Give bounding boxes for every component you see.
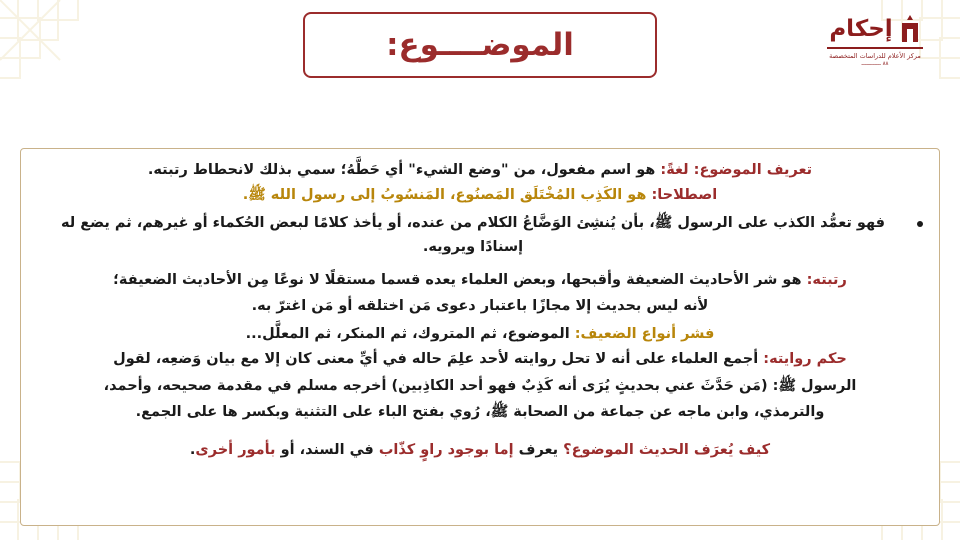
definition-label: تعريف الموضوع: لغةً: [660,162,813,178]
ruling-line-3 [37,401,923,424]
definition-text: هو اسم مفعول، من "وضع الشيء" أي حَطَّهُ؛ سمي بذلك لانحطاط رتبته. [147,162,661,178]
types-line [37,323,923,346]
rank-line-1 [37,269,923,292]
logo-word: إحكام [829,15,893,42]
ruling-text-2: الرسول ﷺ: (مَن حَدَّثَ عني بحديثٍ يُرَى أنه كَذِبٌ فهو أحد الكاذِبين) أخرجه مسلم في مقدمة صحيحه، وأحمد، [103,377,857,394]
howto-end: . [189,441,196,458]
brand-logo [816,14,934,67]
howto-line [37,439,923,462]
types-label: فشر أنواع الضعيف: [574,326,715,343]
rank-line-2 [37,295,923,318]
technical-definition-label: اصطلاحا: [651,187,718,204]
logo-subtitle: مركز الأعلام للدراسات المتخصصة [829,52,921,60]
howto-emphasis-2: بأمور أخرى [195,441,276,458]
slide-header [0,0,960,108]
howto-mid-text: في السند، أو [275,441,379,458]
explanation-bullet-text: فهو تعمُّد الكذب على الرسول ﷺ، بأن يُنشِئ الوَضَّاعُ الكلام من عنده، أو يأخذ كلامًا لبعض الحُكماء أو غيرهم، ثم يضع له إسنادًا ويرويه. [60,215,886,255]
bullet-dot-icon [917,221,923,227]
definition-line [37,159,923,182]
rank-label: رتبته: [806,271,847,288]
rank-text-1: هو شر الأحاديث الضعيفة وأقبحها، وبعض العلماء يعده قسما مستقلًا لا نوعًا مِن الأحاديث الضعيفة؛ [113,271,807,288]
ruling-text-3: والترمذي، وابن ماجه عن جماعة من الصحابة ﷺ، رُوي بفتح الباء على التثنية وبكسر ها على الجمع. [135,403,825,420]
rank-text-2: لأنه ليس بحديث إلا مجازًا باعتبار دعوى مَن اختلقه أو مَن اغترّ به. [251,297,709,314]
explanation-bullet [37,212,923,258]
howto-label: كيف يُعرَف الحديث الموضوع؟ [563,441,771,458]
ruling-line-2 [37,375,923,398]
howto-emphasis-1: إما بوجود راوٍ كذّاب [378,441,514,458]
logo-mark [816,14,934,44]
logo-divider [827,47,923,49]
content-frame [20,148,940,526]
page-title: الموضــــوع: [386,27,574,63]
types-text: الموضوع، ثم المتروك، ثم المنكر، ثم المعلَّل... [245,326,575,343]
ruling-line-1 [37,348,923,371]
mosque-icon [899,14,921,44]
ruling-label: حكم روايته: [763,351,847,368]
howto-text: يعرف [513,441,564,458]
logo-caption: ٨٨ ــــــــــــ [861,60,889,67]
page-title-box [303,12,657,78]
ruling-text-1: أجمع العلماء على أنه لا تحل روايته لأحد علِمَ حاله في أيِّ معنى كان إلا مع بيان وَضعِه، لقول [113,351,764,368]
technical-definition-text: هو الكَذِب المُخْتَلَق المَصنُوع، المَنسُوبُ إلى رسول الله ﷺ. [242,187,652,204]
technical-definition-line [37,184,923,207]
